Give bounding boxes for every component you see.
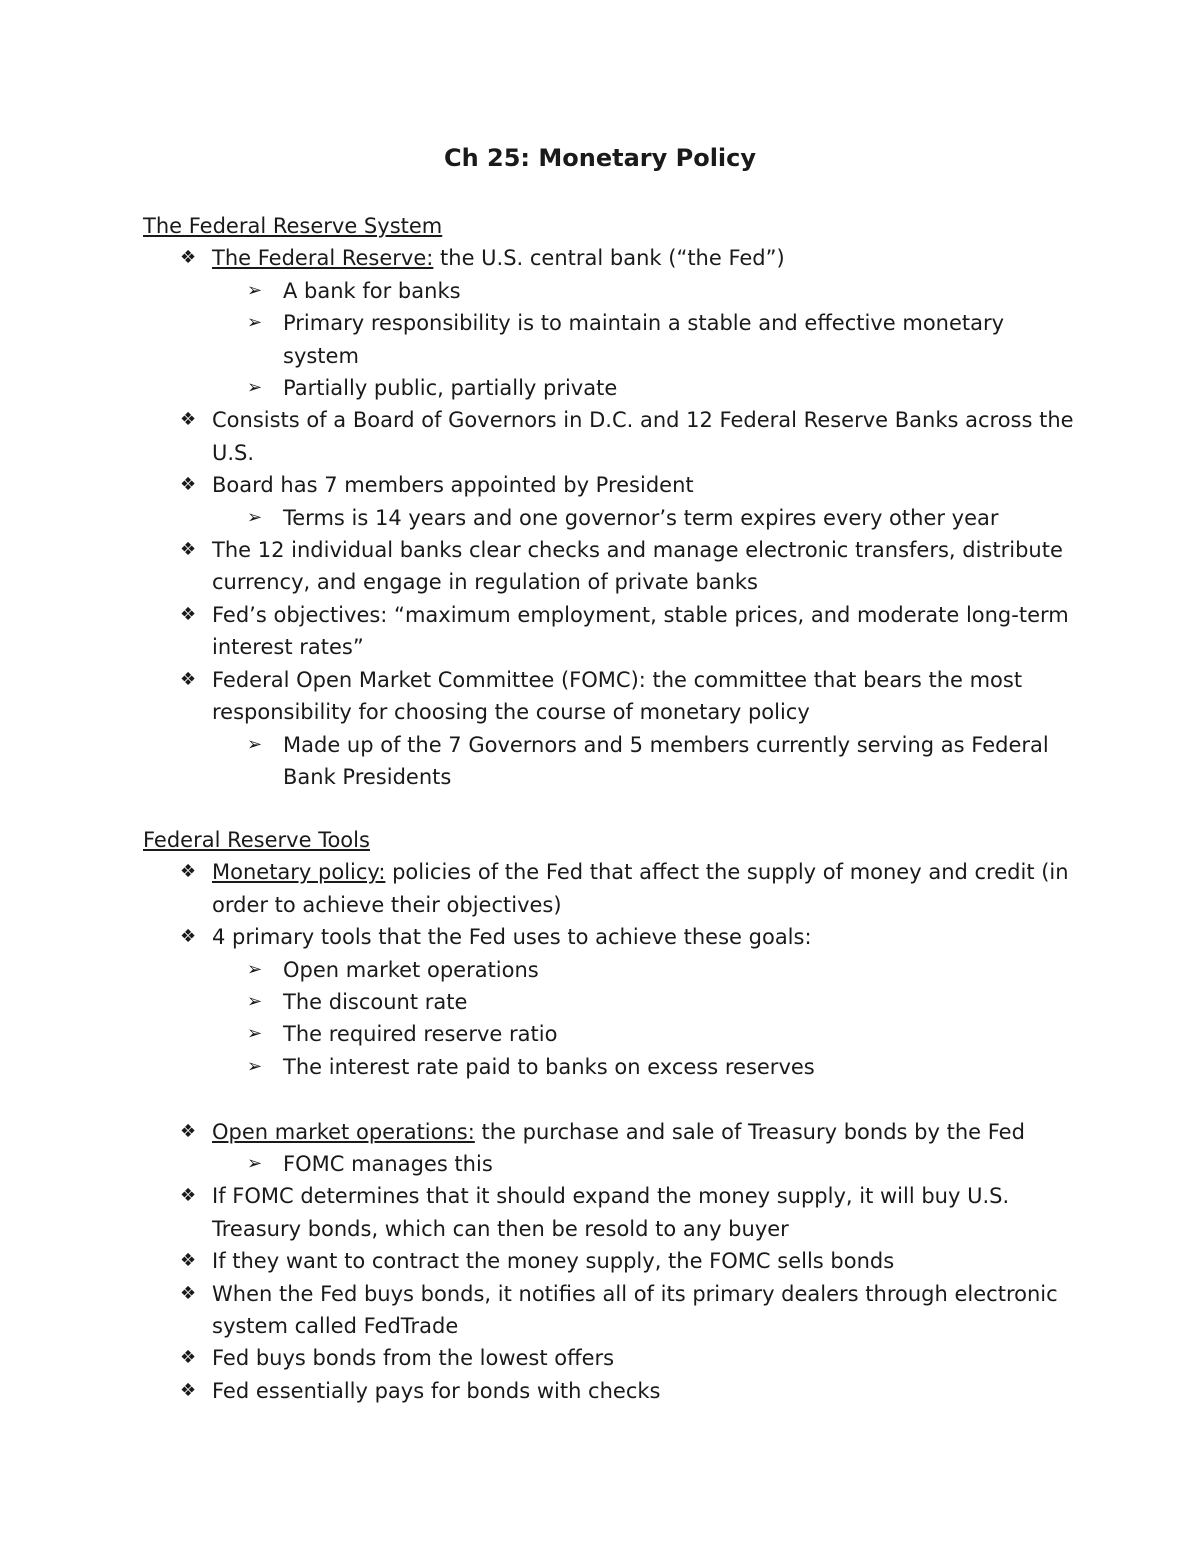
arrow-bullet-icon: ➢ [247, 733, 263, 755]
diamond-bullet-icon: ❖ [180, 668, 197, 690]
arrow-bullet-icon: ➢ [247, 958, 263, 980]
item-text: Board has 7 members appointed by President [212, 473, 694, 498]
item-text: If FOMC determines that it should expand the money supply, it will buy U.S. Treasury bonds, which can then be resold to any buyer [212, 1184, 1010, 1241]
diamond-bullet-icon: ❖ [180, 1185, 197, 1207]
list-item [143, 1018, 1083, 1050]
diamond-bullet-icon: ❖ [180, 861, 197, 883]
list-item [143, 372, 1083, 404]
arrow-bullet-icon: ➢ [247, 279, 263, 301]
list-item [143, 307, 1083, 372]
term: Monetary policy: [212, 860, 386, 885]
item-text: The 12 individual banks clear checks and manage electronic transfers, distribute currency, and engage in regulation of private banks [212, 538, 1063, 595]
item-text: 4 primary tools that the Fed uses to achieve these goals: [212, 925, 812, 950]
section-federal-reserve-tools [143, 824, 1083, 1407]
arrow-bullet-icon: ➢ [247, 1153, 263, 1175]
item-text: Fed’s objectives: “maximum employment, stable prices, and moderate long-term interest rates” [212, 602, 1069, 660]
item-text: When the Fed buys bonds, it notifies all of its primary dealers through electronic system called FedTrade [212, 1281, 1058, 1339]
list-item [143, 1180, 1083, 1245]
blank-line [143, 1083, 1083, 1115]
list-item [143, 534, 1083, 599]
list-item [143, 404, 1083, 469]
arrow-bullet-icon: ➢ [247, 991, 263, 1013]
section-heading: Federal Reserve Tools [143, 828, 370, 852]
diamond-bullet-icon: ❖ [180, 1379, 197, 1401]
bullet-list [143, 856, 1083, 1407]
arrow-bullet-icon: ➢ [247, 1055, 263, 1077]
list-item [143, 986, 1083, 1018]
item-text: Fed buys bonds from the lowest offers [212, 1346, 615, 1371]
arrow-bullet-icon: ➢ [247, 377, 263, 399]
list-item [143, 1278, 1083, 1343]
list-item [143, 954, 1083, 986]
item-text: The required reserve ratio [283, 1022, 558, 1047]
list-item [143, 469, 1083, 501]
list-item [143, 856, 1083, 921]
list-item [143, 1342, 1083, 1374]
term: The Federal Reserve: [212, 246, 434, 271]
diamond-bullet-icon: ❖ [180, 603, 197, 625]
section-federal-reserve-system [143, 210, 1083, 793]
item-text: Federal Open Market Committee (FOMC): the committee that bears the most responsibility for choosing the course of monetary policy [212, 667, 1023, 725]
item-text: Consists of a Board of Governors in D.C. and 12 Federal Reserve Banks across the U.S. [212, 408, 1074, 465]
item-text: policies of the Fed that affect the supply of money and credit (in order to achieve their objectives) [212, 860, 1069, 917]
list-item [143, 599, 1083, 664]
item-text: Fed essentially pays for bonds with checks [212, 1378, 661, 1403]
diamond-bullet-icon: ❖ [180, 247, 197, 269]
list-item [143, 664, 1083, 729]
list-item [143, 1245, 1083, 1277]
item-text: Primary responsibility is to maintain a stable and effective monetary system [283, 311, 1005, 368]
arrow-bullet-icon: ➢ [247, 312, 263, 334]
item-text: A bank for banks [283, 278, 461, 303]
list-item [143, 1148, 1083, 1180]
item-text: Made up of the 7 Governors and 5 members currently serving as Federal Bank Presidents [283, 732, 1049, 789]
diamond-bullet-icon: ❖ [180, 409, 197, 431]
diamond-bullet-icon: ❖ [180, 1120, 197, 1142]
page-title: Ch 25: Monetary Policy [443, 144, 757, 172]
item-text: the U.S. central bank (“the Fed”) [433, 246, 785, 271]
item-text: the purchase and sale of Treasury bonds by the Fed [474, 1119, 1025, 1144]
arrow-bullet-icon: ➢ [247, 506, 263, 528]
item-text: Partially public, partially private [283, 376, 618, 401]
list-item [143, 729, 1083, 794]
diamond-bullet-icon: ❖ [180, 926, 197, 948]
diamond-bullet-icon: ❖ [180, 1250, 197, 1272]
arrow-bullet-icon: ➢ [247, 1023, 263, 1045]
item-text: Terms is 14 years and one governor’s term expires every other year [283, 505, 999, 530]
item-text: The discount rate [283, 990, 468, 1015]
diamond-bullet-icon: ❖ [180, 1282, 197, 1304]
item-text: The interest rate paid to banks on excess reserves [283, 1054, 815, 1079]
section-heading: The Federal Reserve System [143, 214, 443, 238]
list-item [143, 502, 1083, 534]
list-item [143, 1375, 1083, 1407]
list-item [143, 1116, 1083, 1148]
list-item [143, 242, 1083, 274]
diamond-bullet-icon: ❖ [180, 474, 197, 496]
item-text: If they want to contract the money supply, the FOMC sells bonds [212, 1249, 895, 1274]
list-item [143, 921, 1083, 953]
list-item [143, 1051, 1083, 1083]
item-text: Open market operations [283, 957, 539, 982]
diamond-bullet-icon: ❖ [180, 539, 197, 561]
list-item [143, 275, 1083, 307]
item-text: FOMC manages this [283, 1152, 493, 1177]
term: Open market operations: [212, 1119, 475, 1144]
bullet-list [143, 242, 1083, 793]
diamond-bullet-icon: ❖ [180, 1347, 197, 1369]
